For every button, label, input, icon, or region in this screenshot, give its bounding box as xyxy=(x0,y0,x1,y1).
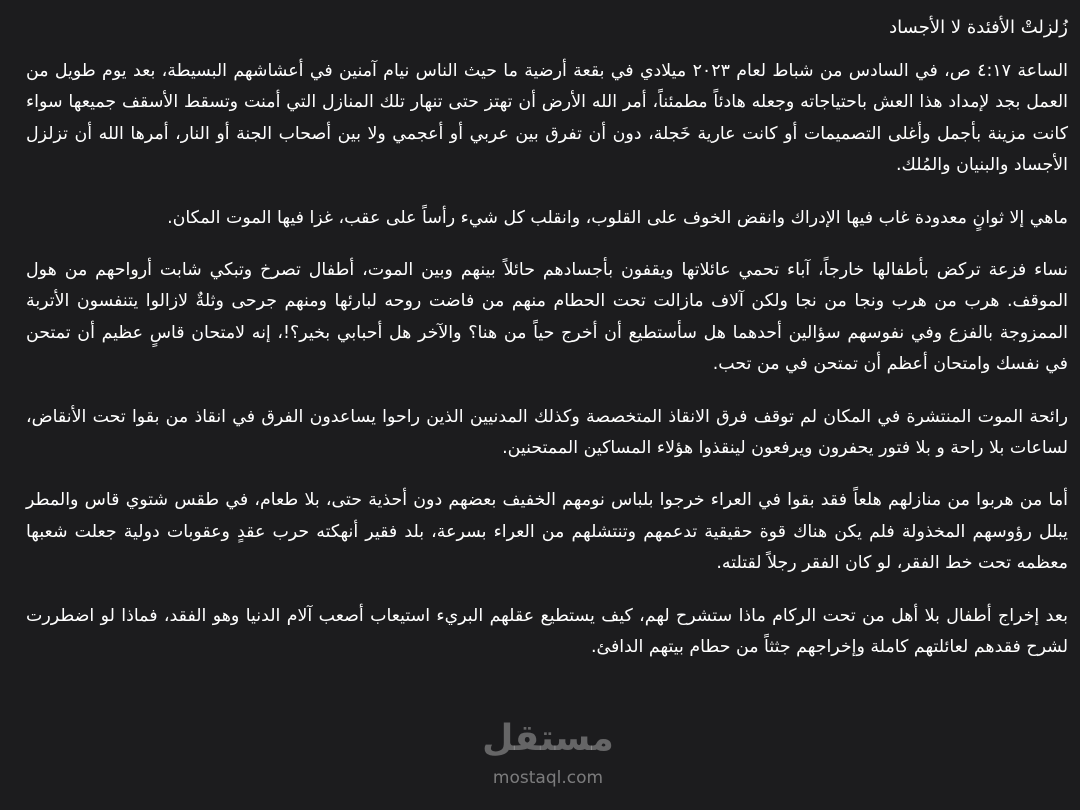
watermark-url: mostaql.com xyxy=(492,768,604,788)
paragraph-3: نساء فزعة تركض بأطفالها خارجاً، آباء تحمي عائلاتها ويقفون بأجسادهم حائلاً بينهم وبين الموت، أطفال تصرخ وتبكي شابت أرواحهم من هول الموقف. هرب من هرب ونجا من نجا ولكن آلاف مازالت تحت الحطام منهم من فاضت روحه لبارئها ومنهم جرحى وثلةٌ لازالوا يتنفسون الأتربة الممزوجة بالفزع وفي نفوسهم سؤالين أحدهما هل سأستطيع أن أخرج حياً من هنا؟ والآخر هل أحبابي بخير؟!، إنه لامتحان قاسٍ عظيم أن تمتحن في نفسك وامتحان أعظم أن تمتحن في من تحب. xyxy=(26,260,1068,375)
watermark-arabic-logo: مستقل xyxy=(482,718,614,759)
paragraph-5: أما من هربوا من منازلهم هلعاً فقد بقوا في العراء خرجوا بلباس نومهم الخفيف بعضهم دون أحذية حتى، بلا طعام، في طقس شتوي قاس والمطر يبلل رؤوسهم المخذولة فلم يكن هناك قوة حقيقية تدعمهم وتنتشلهم من العراء بسرعة، بلد فقير أنهكته حرب عقدٍ وعقوبات دولية جعلت شعبها معظمه تحت خط الفقر، لو كان الفقر رجلاً لقتلته. xyxy=(26,490,1068,574)
paragraph-1: الساعة ٤:١٧ ص، في السادس من شباط لعام ٢٠٢٣ ميلادي في بقعة أرضية ما حيث الناس نيام آمنين في أعشاشهم البسيطة، بعد يوم طويل من العمل بجد لإمداد هذا العش باحتياجاته وجعله هادئاً مطمئناً، أمر الله الأرض أن تهتز حتى تنهار تلك المنازل التي أمنت وتسقط الأسقف جميعها سواء كانت مزينة بأجمل وأغلى التصميمات أو كانت عارية خَجلة، دون أن تفرق بين عربي أو أعجمي ولا بين أصحاب الجنة أو النار، أمرها الله أن تزلزل الأجساد والبنيان والمُلك. xyxy=(26,61,1068,176)
paragraph-2: ماهي إلا ثوانٍ معدودة غاب فيها الإدراك وانقض الخوف على القلوب، وانقلب كل شيء رأساً على عقب، غزا فيها الموت المكان. xyxy=(167,207,1068,228)
document-title: زُلزلتْ الأفئدة لا الأجساد xyxy=(889,17,1068,38)
paragraph-4: رائحة الموت المنتشرة في المكان لم توقف فرق الانقاذ المتخصصة وكذلك المدنيين الذين راحوا يساعدون الفرق في انقاذ من بقوا تحت الأنقاض، لساعات بلا راحة و بلا فتور يحفرون ويرفعون لينقذوا هؤلاء المساكين الممتحنين. xyxy=(26,406,1068,459)
paragraph-6: بعد إخراج أطفال بلا أهل من تحت الركام ماذا ستشرح لهم، كيف يستطيع عقلهم البريء استيعاب أصعب آلام الدنيا وهو الفقد، فماذا لو اضطررت لشرح فقدهم لعائلتهم كاملة وإخراجهم جثثاً من حطام بيتهم الدافئ. xyxy=(26,605,1068,658)
